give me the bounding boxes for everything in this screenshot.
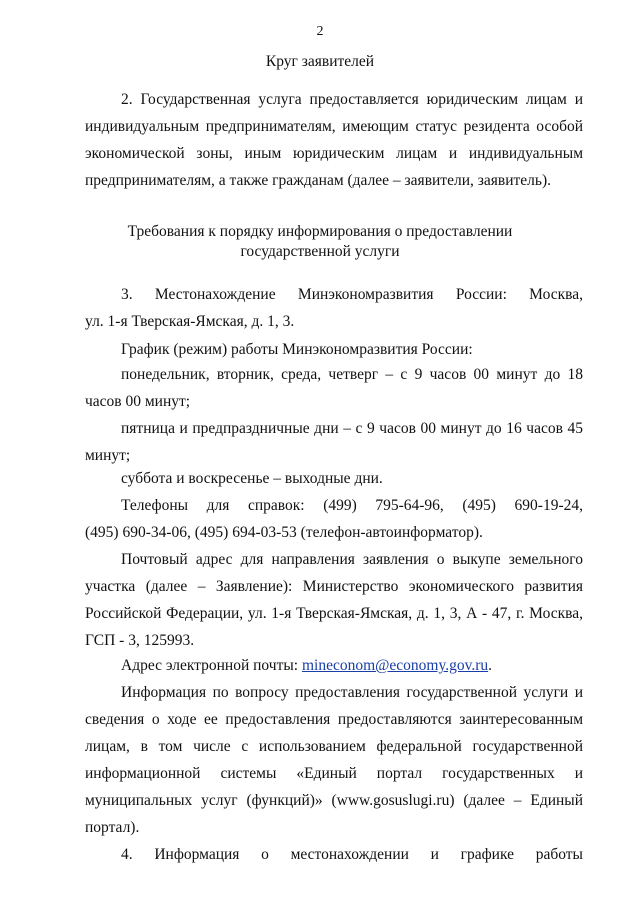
paragraph-4-line1 — [85, 841, 583, 868]
phones-word: (499) — [323, 497, 357, 514]
schedule-friday: пятница и предпраздничные дни – с 9 часов 00 минут до 16 часов 45 минут; — [85, 420, 583, 464]
phones-word: справок: — [248, 497, 305, 514]
paragraph-3-line2: ул. 1-я Тверская-Ямская, д. 1, 3. — [85, 313, 295, 330]
postal-address: Почтовый адрес для направления заявления о выкупе земельного участка (далее – Заявление): Министерство экономического развития Российской Федерации, ул. 1-я Тверская-Ямская, д. 1, 3, А - 47, г. Москва, ГСП - 3, 125993. — [85, 551, 583, 649]
section-title-info-line2: государственной услуги — [240, 243, 400, 260]
p4-word: о — [261, 846, 269, 863]
phones-line1 — [85, 492, 583, 519]
paragraph-3-line1 — [85, 281, 583, 308]
schedule-weekdays: понедельник, вторник, среда, четверг – с 9 часов 00 минут до 18 часов 00 минут; — [85, 366, 583, 410]
portal-info: Информация по вопросу предоставления государственной услуги и сведения о ходе ее предоставления предоставляются заинтересованным лицам, в том числе с использованием федеральной государственной информационной системы «Единый портал государственных и муниципальных услуг (функций)» (www.gosuslugi.ru) (далее – Единый портал). — [85, 684, 583, 836]
p4-word: работы — [535, 846, 583, 863]
email-line — [85, 652, 619, 679]
phones-line2: (495) 690-34-06, (495) 694-03-53 (телефон-автоинформатор). — [85, 524, 483, 541]
phones-word: 690-19-24, — [514, 497, 583, 514]
section-title-info-line1: Требования к порядку информирования о предоставлении — [127, 223, 513, 240]
p3-word: Москва, — [529, 286, 583, 303]
p4-word: местонахождении — [290, 846, 409, 863]
p3-word: России: — [455, 286, 507, 303]
p3-number: 3. — [121, 286, 133, 303]
email-label: Адрес электронной почты: — [121, 657, 302, 674]
phones-word: Телефоны — [121, 497, 189, 514]
p3-word: Местонахождение — [154, 286, 276, 303]
email-end: . — [488, 657, 492, 674]
page-number: 2 — [316, 24, 324, 39]
paragraph-2: 2. Государственная услуга предоставляется юридическим лицам и индивидуальным предпринимателям, имеющим статус резидента особой экономической зоны, иным юридическим лицам и индивидуальным предпринимателям, а также гражданам (далее – заявители, заявитель). — [85, 91, 583, 189]
p4-word: и — [430, 846, 439, 863]
phones-word: (495) — [462, 497, 496, 514]
section-title-applicants: Круг заявителей — [265, 53, 375, 70]
p4-word: Информация — [154, 846, 240, 863]
email-link[interactable]: mineconom@economy.gov.ru — [301, 657, 489, 674]
schedule-weekend: суббота и воскресенье – выходные дни. — [121, 470, 383, 487]
phones-word: 795-64-96, — [375, 497, 444, 514]
p4-number: 4. — [121, 846, 133, 863]
p4-word: графике — [460, 846, 514, 863]
schedule-title: График (режим) работы Минэкономразвития России: — [121, 341, 473, 358]
p3-word: Минэкономразвития — [297, 286, 434, 303]
phones-word: для — [206, 497, 230, 514]
